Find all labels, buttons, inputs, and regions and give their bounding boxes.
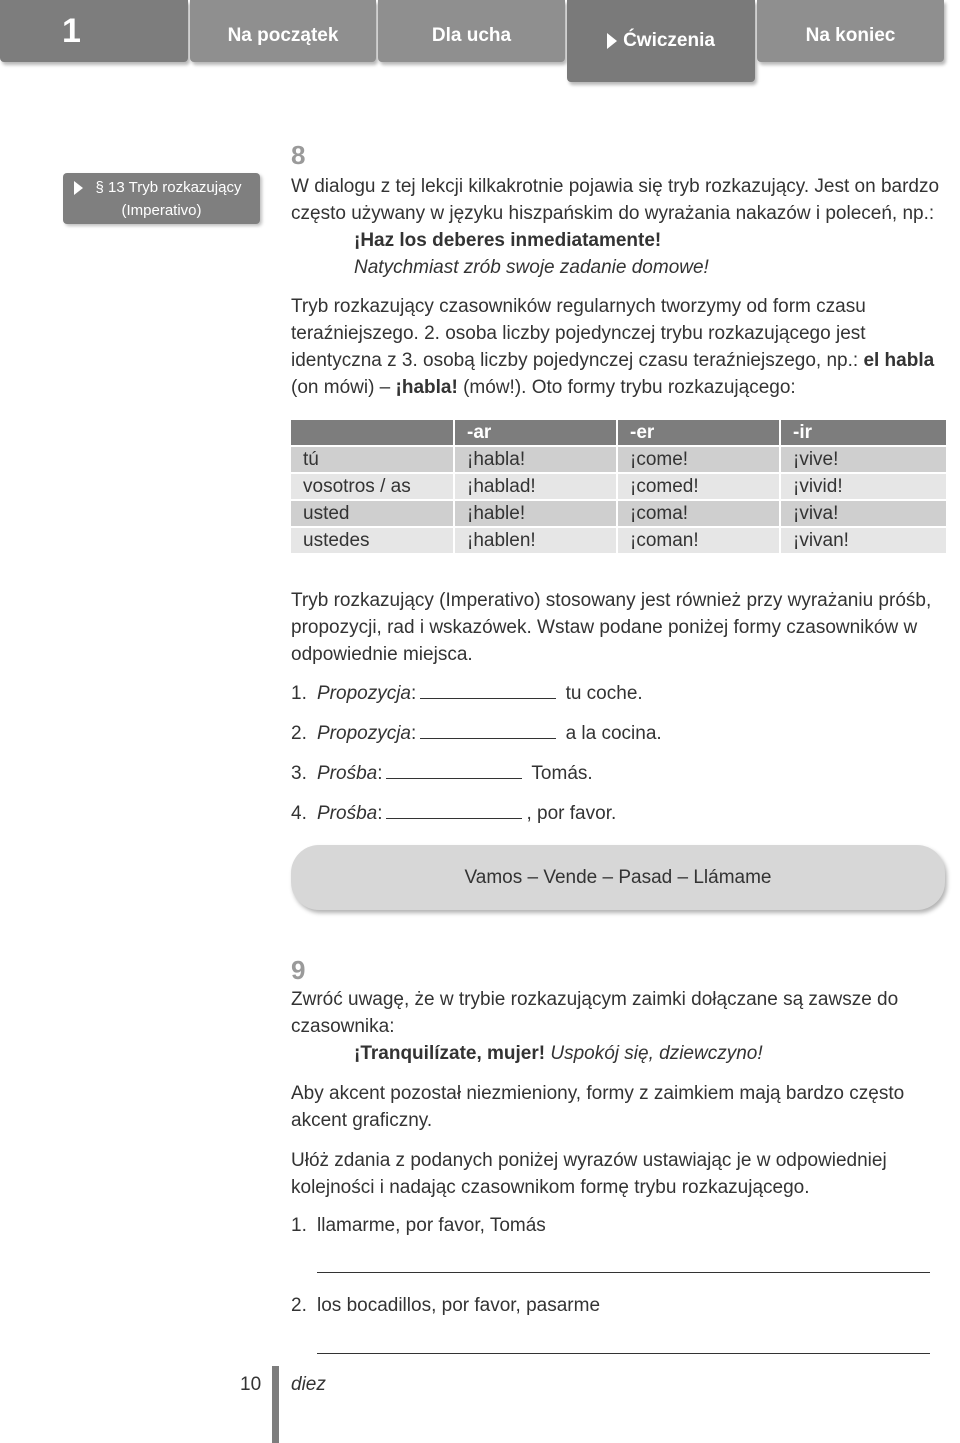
table-cell: ¡hable!: [455, 501, 618, 528]
exercise-8-rule-block: [291, 293, 946, 401]
table-row: [291, 474, 946, 501]
exercise-9-intro-block: [291, 986, 946, 1067]
exercise-intro: W dialogu z tej lekcji kilkakrotnie pojawia się tryb rozkazujący. Jest on bardzo często używany w języku hiszpańskim do wyrażania nakazów i poleceń, np.:: [291, 176, 940, 224]
answer-blank[interactable]: [386, 760, 522, 779]
exercise-number: 9: [291, 955, 306, 985]
table-header-cell: -ar: [455, 420, 618, 447]
example-line: [291, 1040, 946, 1067]
item-continuation: a la cocina.: [565, 723, 662, 744]
exercise-item: 1. Propozycja: tu coche.: [291, 680, 643, 706]
answer-line[interactable]: [317, 1272, 930, 1273]
item-number: 2.: [291, 1295, 307, 1316]
table-cell: ¡coma!: [618, 501, 781, 528]
word-bank-text: Vamos – Vende – Pasad – Llámame: [464, 866, 772, 888]
item-text: llamarme, por favor, Tomás: [317, 1215, 546, 1236]
table-header-cell: [291, 420, 455, 447]
exercise-9-note-block: [291, 1080, 946, 1134]
table-cell: ¡vivan!: [781, 528, 946, 555]
grammar-rule: [291, 293, 946, 401]
answer-blank[interactable]: [420, 680, 556, 699]
conjugation-table: [291, 420, 946, 555]
tab-na-poczatek[interactable]: [190, 0, 376, 62]
footer-divider: [272, 1366, 279, 1443]
example-spanish: ¡Tranquilízate, mujer!: [354, 1043, 546, 1064]
table-cell: ¡vive!: [781, 447, 946, 474]
item-continuation: , por favor.: [526, 803, 617, 824]
page-number: 10: [240, 1374, 262, 1395]
tab-dla-ucha[interactable]: [378, 0, 565, 62]
tab-label: Na początek: [227, 25, 339, 46]
exercise-intro: Zwróć uwagę, że w trybie rozkazującym zaimki dołączane są zawsze do czasownika:: [291, 989, 899, 1037]
tab-na-koniec[interactable]: [757, 0, 944, 62]
item-number: 4.: [291, 803, 307, 824]
tab-cwiczenia[interactable]: [567, 0, 755, 82]
grammar-reference-link[interactable]: [63, 173, 260, 224]
answer-blank[interactable]: [386, 800, 522, 819]
rule-example-bold: ¡habla!: [395, 377, 458, 398]
answer-blank[interactable]: [420, 720, 556, 739]
play-triangle-icon: [74, 181, 83, 195]
table-cell: vosotros / as: [291, 474, 455, 501]
exercise-item: [291, 1293, 600, 1319]
table-header-row: [291, 420, 946, 447]
item-number: 2.: [291, 723, 307, 744]
table-cell: ¡vivid!: [781, 474, 946, 501]
exercise-instruction: Ułóż zdania z podanych poniżej wyrazów ustawiając je w odpowiedniej kolejności i nadając czasownikom formę trybu rozkazującego.: [291, 1150, 887, 1198]
exercise-note: Aby akcent pozostał niezmieniony, formy z zaimkiem mają bardzo często akcent graficzny.: [291, 1083, 905, 1131]
tab-label: Na koniec: [805, 25, 896, 46]
table-cell: ¡hablen!: [455, 528, 618, 555]
exercise-item: 2. Propozycja: a la cocina.: [291, 720, 662, 746]
table-cell: ustedes: [291, 528, 455, 555]
example-translation: Uspokój się, dziewczyno!: [550, 1043, 763, 1064]
page-number-word: diez: [291, 1374, 326, 1395]
item-label: Prośba: [317, 763, 378, 784]
exercise-9-instruction-block: [291, 1147, 946, 1201]
table-row: [291, 447, 946, 474]
table-cell: ¡coman!: [618, 528, 781, 555]
grammar-reference-subtitle: (Imperativo): [121, 202, 202, 219]
top-navigation: [0, 0, 960, 90]
table-cell: ¡habla!: [455, 447, 618, 474]
item-number: 1.: [291, 683, 307, 704]
exercise-8-instruction-block: [291, 587, 946, 668]
example-spanish: ¡Haz los deberes inmediatamente!: [354, 230, 662, 251]
table-row: [291, 528, 946, 555]
table-cell: tú: [291, 447, 455, 474]
table-cell: usted: [291, 501, 455, 528]
word-bank: [291, 845, 945, 910]
chapter-number: 1: [62, 11, 81, 50]
table-cell: ¡comed!: [618, 474, 781, 501]
tab-label: Dla ucha: [431, 25, 512, 46]
chapter-number-tab[interactable]: [0, 0, 188, 62]
tab-label: Ćwiczenia: [623, 30, 715, 51]
table-cell: ¡come!: [618, 447, 781, 474]
item-continuation: tu coche.: [565, 683, 643, 704]
exercise-number: 8: [291, 140, 306, 170]
item-label: Prośba: [317, 803, 378, 824]
table-row: [291, 501, 946, 528]
item-text: los bocadillos, por favor, pasarme: [317, 1295, 601, 1316]
rule-example-bold: el habla: [863, 350, 935, 371]
play-triangle-icon: [607, 33, 617, 49]
rule-text: Tryb rozkazujący czasowników regularnych tworzymy od form czasu teraźniejszego. 2. osoba liczby pojedynczej trybu rozkazującego jest identyczna z 3. osobą liczby pojedynczej czasu teraźniejszego, np.:: [291, 296, 866, 371]
exercise-item: 3. Prośba: Tomás.: [291, 760, 593, 786]
rule-text: (mów!). Oto formy trybu rozkazującego:: [463, 377, 796, 398]
example-translation: Natychmiast zrób swoje zadanie domowe!: [354, 257, 709, 278]
table-cell: ¡viva!: [781, 501, 946, 528]
item-number: 3.: [291, 763, 307, 784]
table-cell: ¡hablad!: [455, 474, 618, 501]
exercise-8-intro-block: [291, 173, 946, 281]
item-label: Propozycja: [317, 723, 411, 744]
answer-line[interactable]: [317, 1353, 930, 1354]
rule-text: (on mówi) –: [291, 377, 391, 398]
exercise-item: [291, 1213, 546, 1239]
item-continuation: Tomás.: [531, 763, 593, 784]
exercise-instruction: Tryb rozkazujący (Imperativo) stosowany jest również przy wyrażaniu próśb, propozycji, rad i wskazówek. Wstaw podane poniżej formy czasowników w odpowiednie miejsca.: [291, 590, 932, 665]
item-number: 1.: [291, 1215, 307, 1236]
exercise-item: 4. Prośba: , por favor.: [291, 800, 616, 826]
table-header-cell: -ir: [781, 420, 946, 447]
table-header-cell: -er: [618, 420, 781, 447]
grammar-reference-title: § 13 Tryb rozkazujący: [95, 179, 242, 196]
item-label: Propozycja: [317, 683, 411, 704]
